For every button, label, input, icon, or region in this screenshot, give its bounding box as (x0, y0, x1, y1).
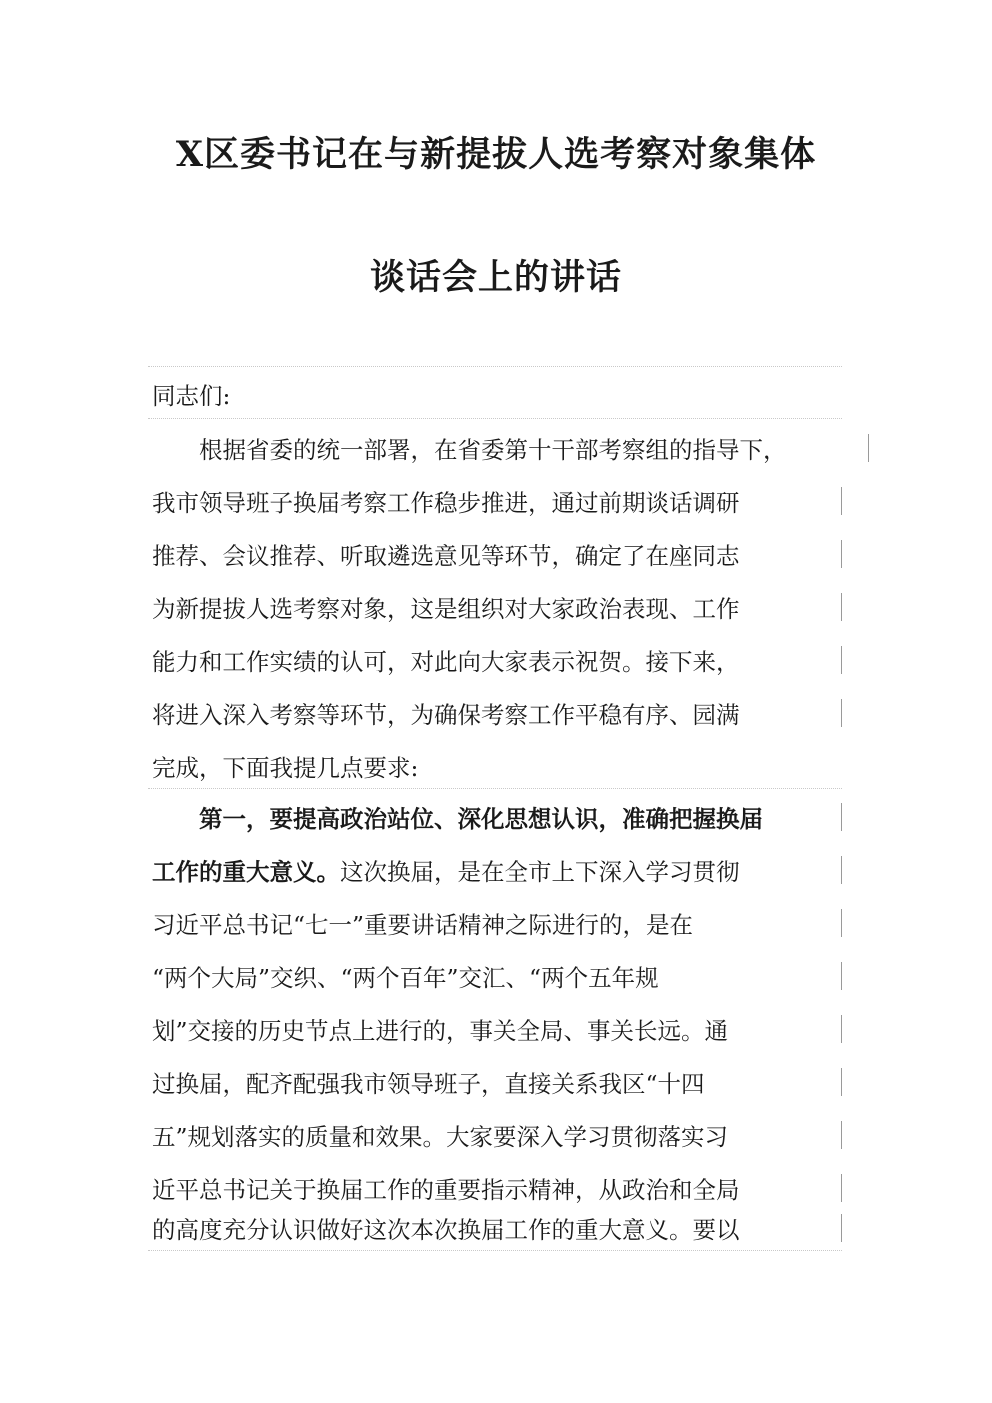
paragraph-line: 完成，下面我提几点要求: (152, 754, 419, 782)
salutation: 同志们: (152, 382, 231, 410)
margin-marker (841, 1121, 842, 1149)
text-frame-rule (148, 788, 842, 789)
paragraph-line: 近平总书记关于换届工作的重要指示精神，从政治和全局 (152, 1176, 740, 1204)
paragraph-line: 将进入深入考察等环节，为确保考察工作平稳有序、园满 (152, 701, 740, 729)
margin-marker (841, 909, 842, 937)
paragraph-line: 为新提拔人选考察对象，这是组织对大家政治表现、工作 (152, 595, 740, 623)
paragraph-line (152, 856, 852, 888)
text-frame-bottom-rule (148, 1250, 842, 1251)
paragraph-line: 推荐、会议推荐、听取遴选意见等环节，确定了在座同志 (152, 542, 740, 570)
margin-marker (841, 1174, 842, 1202)
body-text: 这次换届，是在全市上下深入学习贯彻 (340, 858, 740, 886)
paragraph-line (152, 803, 852, 835)
paragraph-line: 的高度充分认识做好这次本次换届工作的重大意义。要以 (152, 1216, 740, 1244)
paragraph-line: “两个大局”交织、“两个百年”交汇、“两个五年规 (152, 964, 659, 992)
document-title-line-1: X区委书记在与新提拔人选考察对象集体 (175, 134, 817, 175)
margin-marker (841, 1214, 842, 1242)
margin-marker (841, 856, 842, 884)
margin-marker (841, 699, 842, 727)
margin-marker (841, 593, 842, 621)
text-frame-rule (148, 418, 842, 419)
margin-marker (841, 803, 842, 831)
margin-marker (841, 1015, 842, 1043)
margin-marker (841, 646, 842, 674)
emphasis-text: 第一，要提高政治站位、深化思想认识，准确把握换届 (152, 805, 763, 833)
margin-marker (868, 434, 869, 462)
text-frame-top-rule (148, 366, 842, 367)
paragraph-line: 根据省委的统一部署，在省委第十干部考察组的指导下， (152, 436, 787, 464)
margin-marker (841, 1068, 842, 1096)
paragraph-line: 划”交接的历史节点上进行的，事关全局、事关长远。通 (152, 1017, 729, 1045)
paragraph-line: 能力和工作实绩的认可，对此向大家表示祝贺。接下来， (152, 648, 740, 676)
emphasis-text: 工作的重大意义。 (152, 858, 340, 886)
document-title-line-2: 谈话会上的讲话 (369, 257, 622, 298)
margin-marker (841, 962, 842, 990)
paragraph-line: 五”规划落实的质量和效果。大家要深入学习贯彻落实习 (152, 1123, 729, 1151)
margin-marker (841, 540, 842, 568)
paragraph-line: 我市领导班子换届考察工作稳步推进，通过前期谈话调研 (152, 489, 740, 517)
paragraph-line: 过换届，配齐配强我市领导班子，直接关系我区“十四 (152, 1070, 705, 1098)
margin-marker (841, 487, 842, 515)
paragraph-line: 习近平总书记“七一”重要讲话精神之际进行的，是在 (152, 911, 694, 939)
